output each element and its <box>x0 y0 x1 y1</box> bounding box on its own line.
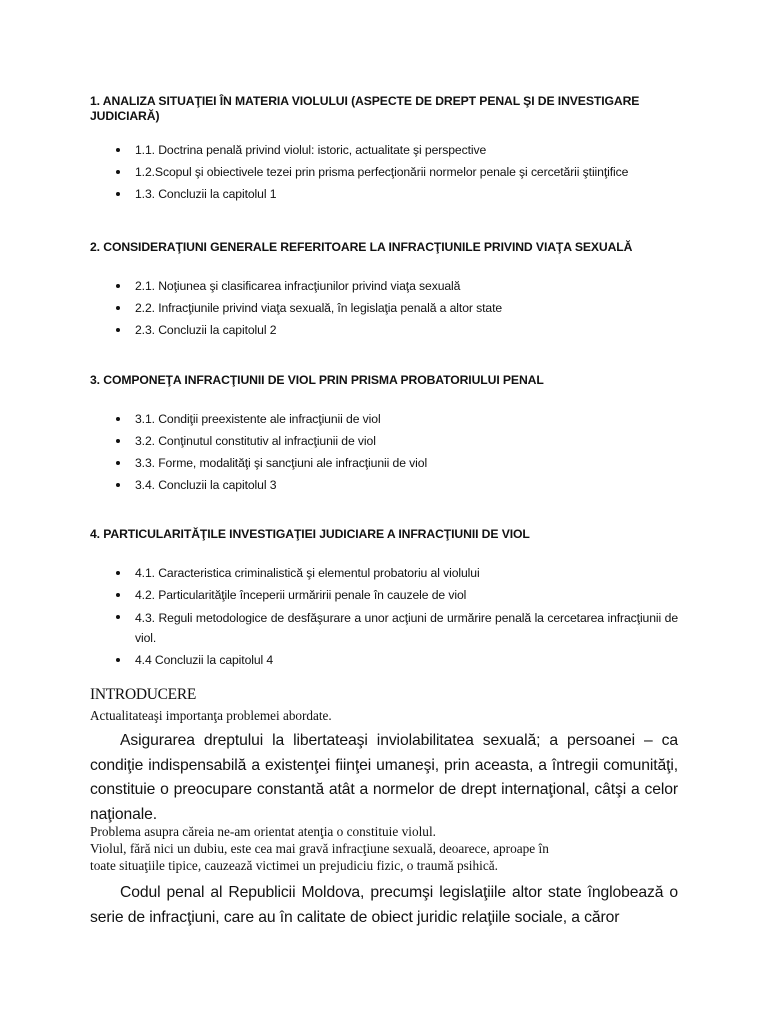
introduction-paragraph-3-line-2: toate situaţiile tipice, cauzează victimei un prejudiciu fizic, o traumă psihică. <box>90 858 498 873</box>
list-item: 2.1. Noţiunea şi clasificarea infracţiunilor privind viaţa sexuală <box>90 275 678 297</box>
list-item: 3.2. Conţinutul constitutiv al infracţiunii de viol <box>90 430 678 452</box>
list-item: 4.1. Caracteristica criminalistică şi elementul probatoriu al violului <box>90 562 678 584</box>
introduction-paragraph-1: Asigurarea dreptului la libertateaşi inviolabilitatea sexuală; a persoanei – ca condiţie indispensabilă a existenţei fiinţei umaneşi, prin aceasta, a întregii comunităţi, constituie o preocupare constantă atât a normelor de drept internaţional, câtşi a celor naţionale. <box>90 732 678 823</box>
chapter-2 <box>90 240 678 341</box>
list-item: 1.1. Doctrina penală privind violul: istoric, actualitate şi perspective <box>90 139 678 161</box>
chapter-heading: 4. PARTICULARITĂŢILE INVESTIGAŢIEI JUDICIARE A INFRACŢIUNII DE VIOL <box>90 527 530 541</box>
chapter-heading: 2. CONSIDERAŢIUNI GENERALE REFERITOARE LA INFRACŢIUNILE PRIVIND VIAŢA SEXUALĂ <box>90 240 633 254</box>
chapter-1 <box>90 94 678 205</box>
introduction-paragraph-3-line-1: Violul, fără nici un dubiu, este cea mai gravă infracţiune sexuală, deoarece, aproape în <box>90 841 549 856</box>
list-item: 2.2. Infracţiunile privind viaţa sexuală, în legislaţia penală a altor state <box>90 297 678 319</box>
list-item: 3.4. Concluzii la capitolul 3 <box>90 474 678 496</box>
introduction-subtitle: Actualitateaşi importanţa problemei abordate. <box>90 708 332 723</box>
chapter-3 <box>90 373 678 496</box>
chapter-heading: 1. ANALIZA SITUAŢIEI ÎN MATERIA VIOLULUI (ASPECTE DE DREPT PENAL ŞI DE INVESTIGARE JUDICIARĂ) <box>90 94 640 123</box>
introduction-paragraph-4: Codul penal al Republicii Moldova, precumşi legislaţiile altor state înglobează o serie de infracţiuni, care au în calitate de obiect juridic relaţiile sociale, a căror <box>90 884 678 926</box>
list-item: 3.1. Condiţii preexistente ale infracţiunii de viol <box>90 408 678 430</box>
chapter-item-list <box>90 408 678 496</box>
chapter-4 <box>90 527 678 671</box>
list-item: 4.2. Particularităţile începerii urmăririi penale în cauzele de viol <box>90 584 678 606</box>
list-item: 3.3. Forme, modalităţi şi sancţiuni ale infracţiunii de viol <box>90 452 678 474</box>
list-item: 2.3. Concluzii la capitolul 2 <box>90 319 678 341</box>
introduction-title: INTRODUCERE <box>90 686 197 703</box>
chapter-item-list <box>90 139 678 205</box>
list-item: 4.3. Reguli metodologice de desfăşurare a unor acţiuni de urmărire penală la cercetarea infracţiunii de viol. <box>90 608 678 648</box>
list-item: 1.3. Concluzii la capitolul 1 <box>90 183 678 205</box>
list-item: 4.4 Concluzii la capitolul 4 <box>90 649 678 671</box>
chapter-heading: 3. COMPONEŢA INFRACŢIUNII DE VIOL PRIN PRISMA PROBATORIULUI PENAL <box>90 373 544 387</box>
chapter-item-list <box>90 562 678 671</box>
introduction-paragraph-2: Problema asupra căreia ne-am orientat atenţia o constituie violul. <box>90 824 436 839</box>
list-item: 1.2.Scopul şi obiectivele tezei prin prisma perfecţionării normelor penale şi cercetării ştiinţifice <box>90 161 678 183</box>
chapter-item-list <box>90 275 678 341</box>
